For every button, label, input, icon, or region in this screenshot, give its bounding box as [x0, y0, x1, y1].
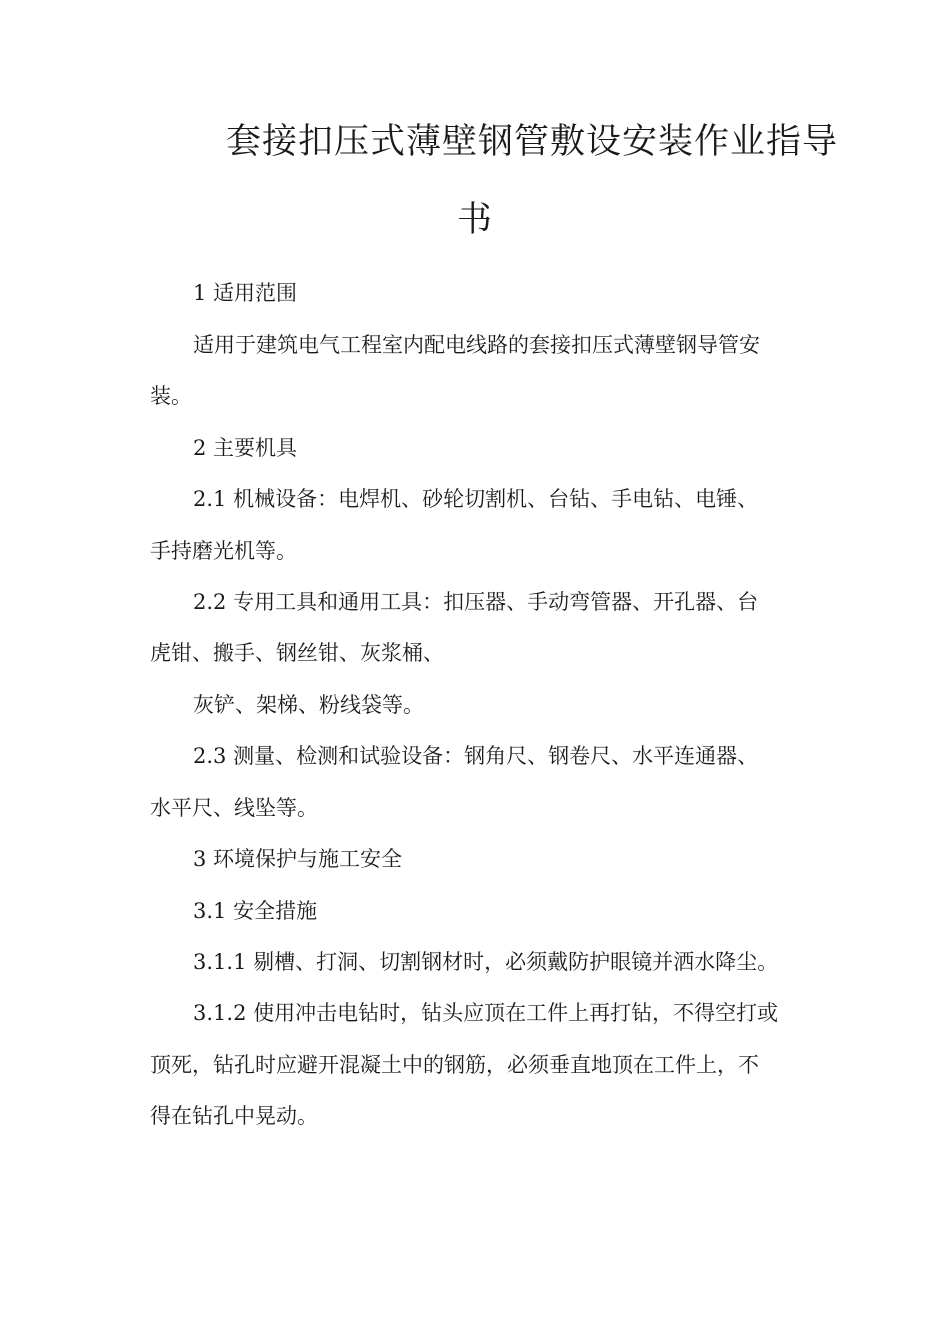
- paragraph-line: 适用于建筑电气工程室内配电线路的套接扣压式薄壁钢导管安: [193, 333, 760, 357]
- paragraph-line: 手持磨光机等。: [150, 539, 297, 563]
- document-title-line2: 书: [456, 200, 493, 240]
- paragraph-line: 灰铲、架梯、粉线袋等。: [193, 693, 424, 717]
- paragraph-line: 2.2 专用工具和通用工具：扣压器、手动弯管器、开孔器、台: [193, 590, 759, 614]
- paragraph-line: 2.3 测量、检测和试验设备：钢角尺、钢卷尺、水平连通器、: [193, 744, 759, 768]
- paragraph-line: 得在钻孔中晃动。: [150, 1104, 318, 1128]
- paragraph-line: 虎钳、搬手、钢丝钳、灰浆桶、: [150, 641, 444, 665]
- subsection-heading: 3.1 安全措施: [193, 899, 318, 923]
- paragraph-line: 装。: [150, 384, 192, 408]
- section-heading-1: 1 适用范围: [193, 281, 298, 305]
- section-heading-3: 3 环境保护与施工安全: [193, 847, 403, 871]
- section-heading-2: 2 主要机具: [193, 436, 298, 460]
- paragraph-line: 3.1.2 使用冲击电钻时，钻头应顶在工件上再打钻，不得空打或: [193, 1001, 779, 1025]
- paragraph-line: 顶死，钻孔时应避开混凝土中的钢筋，必须垂直地顶在工件上，不: [150, 1053, 759, 1077]
- paragraph-line: 2.1 机械设备：电焊机、砂轮切割机、台钻、手电钻、电锤、: [193, 487, 759, 511]
- paragraph-line: 水平尺、线坠等。: [150, 796, 318, 820]
- document-title-line1: 套接扣压式薄壁钢管敷设安装作业指导: [226, 122, 839, 162]
- paragraph-line: 3.1.1 剔槽、打洞、切割钢材时，必须戴防护眼镜并洒水降尘。: [193, 950, 779, 974]
